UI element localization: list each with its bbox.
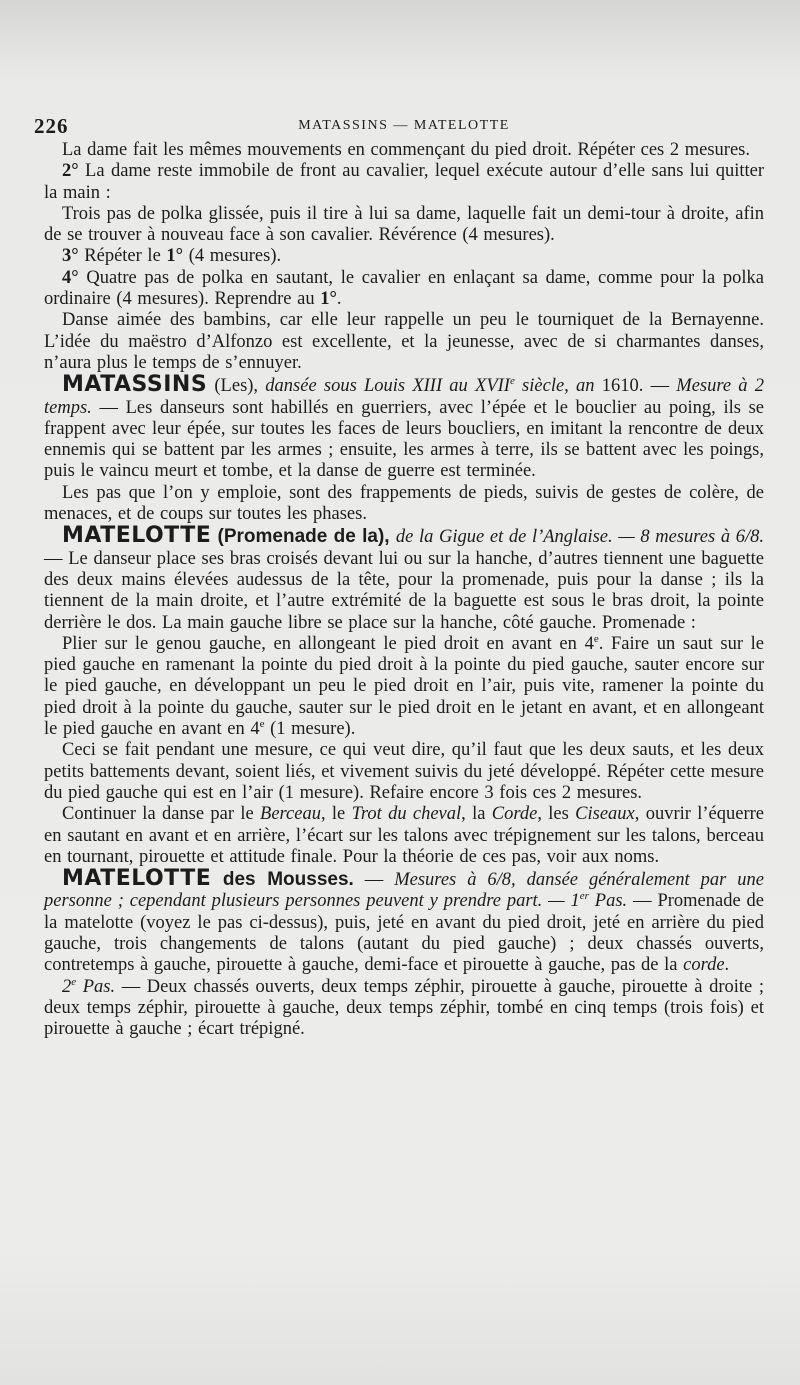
page-number: 226 [34, 114, 69, 138]
entry-matelotte-promenade: MATELOTTE (Promenade de la), de la Gigue et de l’Anglaise. — 8 mesures à 6/8. — Le danseur place ses bras croisés devant lui ou sur la hanche, d’autres tiennent une baguette des deux mains élevées audessus de la tête, pour la promenade, puis pour la danse ; ils la tiennent de la main droite, et l’autre extrémité de la baguette est sous le bras droit, la pointe derrière le dos. La main gauche libre se place sur la hanche, côté gauche. Promenade : [44, 523, 764, 633]
paragraph: Plier sur le genou gauche, en allongeant le pied droit en avant en 4e. Faire un saut sur le pied gauche en ramenant la pointe du pied droit à la pointe du pied gauche, sauter encore sur le pied gauche, en développant un peu le pied droit en l’air, puis vite, ramener la pointe du pied droit à la pointe du gauche, sauter sur le pied droit en le jetant en avant, et en allongeant le pied gauche en avant en 4e (1 mesure). [44, 632, 765, 740]
headword-matelotte: MATELOTTE [62, 523, 212, 549]
entry-matassins: MATASSINS (Les), dansée sous Louis XIII au XVIIe siècle, an 1610. — Mesure à 2 temps. — Les danseurs sont habillés en guerriers, avec l’épée et le bouclier au poing, ils se frappent avec leur épée, sur toutes les faces de leurs boucliers, en imitant la rencontre de deux ennemis qui se battent par les armes ; ensuite, les armes à terre, ils se battent avec les poings, puis le vaincu meurt et tombe, et la danse de guerre est terminée. [44, 372, 765, 482]
running-title: MATASSINS — MATELOTTE [298, 118, 510, 133]
entry-matelotte-mousses: MATELOTTE des Mousses. — Mesures à 6/8, dansée généralement par une personne ; cependant plusieurs personnes peuvent y prendre part. — 1er Pas. — Promenade de la matelotte (voyez le pas ci-dessus), puis, jeté en avant du pied droit, jeté en arrière du pied gauche, trois changements de talons (autant du pied gauche) ; deux chassés ouverts, contretemps à gauche, pirouette à gauche, demi-face et pirouette à gauche, pas de la corde. [44, 866, 765, 976]
paragraph: Trois pas de polka glissée, puis il tire à lui sa dame, laquelle fait un demi-tour à droite, afin de se trouver à nouveau face à son cavalier. Révérence (4 mesures). [44, 203, 764, 246]
paragraph: La dame fait les mêmes mouvements en commençant du pied droit. Répéter ces 2 mesures. [62, 140, 751, 160]
paragraph: 2e Pas. — Deux chassés ouverts, deux temps zéphir, pirouette à gauche, pirouette à droite ; deux temps zéphir, pirouette à gauche, deux temps zéphir, tombé en cinq temps (trois fois) et pirouette à gauche ; écart trépigné. [44, 975, 764, 1040]
paragraph: Danse aimée des bambins, car elle leur rappelle un peu le tourniquet de la Bernayenne. L’idée du maëstro d’Alfonzo est excellente, et la jeunesse, avec de si charmantes danses, n’aura plus le temps de s’ennuyer. [44, 310, 764, 373]
paragraph: 3° Répéter le 1° (4 mesures). [62, 246, 282, 267]
page-body [44, 140, 764, 1040]
paragraph: 4° Quatre pas de polka en sautant, le cavalier en enlaçant sa dame, comme pour la polka ordinaire (4 mesures). Reprendre au 1°. [44, 267, 764, 310]
headword-matelotte-mousses: MATELOTTE [62, 866, 212, 892]
headword-matassins: MATASSINS [62, 372, 208, 398]
paragraph: Ceci se fait pendant une mesure, ce qui veut dire, qu’il faut que les deux sauts, et les deux petits battements devant, soient liés, et vivement suivis du jeté développé. Répéter cette mesure du pied gauche qui est en l’air (1 mesure). Refaire encore 3 fois ces 2 mesures. [44, 740, 764, 803]
running-head [34, 110, 764, 140]
paragraph: Continuer la danse par le Berceau, le Trot du cheval, la Corde, les Ciseaux, ouvrir l’équerre en sautant en avant et en arrière, l’écart sur les talons avec trépignement sur les talons, berceau en tournant, pirouette et attitude finale. Pour la théorie de ces pas, voir aux noms. [44, 804, 764, 867]
paragraph: 2° La dame reste immobile de front au cavalier, lequel exécute autour d’elle sans lui quitter la main : [44, 161, 764, 203]
paragraph: Les pas que l’on y emploie, sont des frappements de pieds, suivis de gestes de colère, de menaces, et de coups sur toutes les phases. [44, 482, 764, 525]
